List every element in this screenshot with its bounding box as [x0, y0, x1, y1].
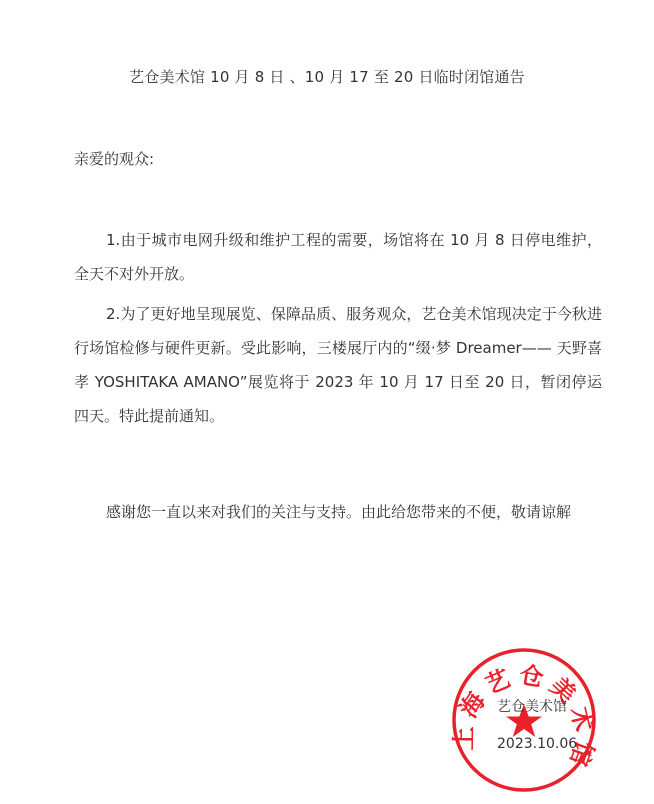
signature-org: 艺仓美术馆 — [497, 699, 567, 715]
paragraph-1: 1.由于城市电网升级和维护工程的需要，场馆将在 10 月 8 日停电维护，全天不对外开放。 — [74, 231, 602, 283]
seal-graphic — [450, 646, 598, 794]
signature-date: 2023.10.06 — [497, 736, 578, 752]
seal-arc-text: 上海艺仓美术馆 — [449, 660, 600, 776]
greeting: 亲爱的观众: — [74, 150, 155, 168]
paragraph-3: 感谢您一直以来对我们的关注与支持。由此给您带来的不便，敬请谅解 — [106, 503, 572, 521]
paragraph-2: 2.为了更好地呈现展览、保障品质、服务观众，艺仓美术馆现决定于今秋进行场馆检修与硬件更新。受此影响，三楼展厅内的“缀·梦 Dreamer—— 天野喜孝 YOSHITAKA AMANO”展览将于 2023 年 10 月 17 日至 20 日，暂闭停运四天。特此提前通知。 — [74, 305, 602, 425]
official-seal — [450, 646, 598, 794]
notice-title: 艺仓美术馆 10 月 8 日 、10 月 17 至 20 日临时闭馆通告 — [129, 68, 525, 86]
